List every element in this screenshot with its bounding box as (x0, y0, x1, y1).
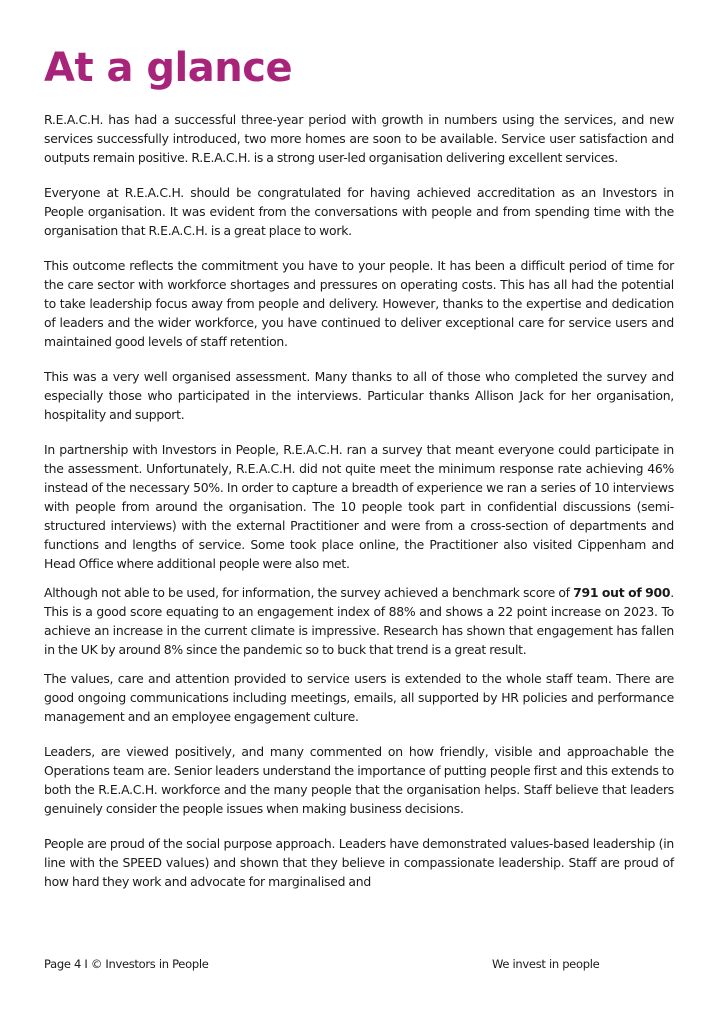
paragraph-values: The values, care and attention provided to service users is extended to the whole staff team. There are good ongoing communications including meetings, emails, all supported by HR policies and performance management and an employee engagement culture. (44, 671, 674, 724)
footer-page-number: Page 4 I © Investors in People (44, 957, 209, 971)
paragraph-survey: In partnership with Investors in People, R.E.A.C.H. ran a survey that meant everyone could participate in the assessment. Unfortunately, R.E.A.C.H. did not quite meet the minimum response rate achieving 46% instead of the necessary 50%. In order to capture a breadth of experience we ran a series of 10 interviews with people from around the organisation. The 10 people took part in confidential discussions (semi-structured interviews) with the external Practitioner and were from a cross-section of departments and functions and lengths of service. Some took place online, the Practitioner also visited Cippenham and Head Office where additional people were also met. (44, 442, 674, 571)
paragraph-assessment-thanks: This was a very well organised assessment. Many thanks to all of those who completed the survey and especially those who participated in the interviews. Particular thanks Allison Jack for her organisation, hospitality and support. (44, 369, 674, 422)
paragraph-benchmark (44, 583, 674, 659)
paragraph-commitment: This outcome reflects the commitment you have to your people. It has been a difficult period of time for the care sector with workforce shortages and pressures on operating costs. This has all had the potential to take leadership focus away from people and delivery. However, thanks to the expertise and dedication of leaders and the wider workforce, you have continued to deliver exceptional care for service users and maintained good levels of staff retention. (44, 258, 674, 349)
footer-tagline: We invest in people (492, 957, 600, 971)
body-text (44, 110, 674, 907)
page-title: At a glance (44, 45, 293, 91)
paragraph-social-purpose: People are proud of the social purpose approach. Leaders have demonstrated values-based leadership (in line with the SPEED values) and shown that they believe in compassionate leadership. Staff are proud of how hard they work and advocate for marginalised and (44, 836, 674, 889)
paragraph-leaders: Leaders, are viewed positively, and many commented on how friendly, visible and approachable the Operations team are. Senior leaders understand the importance of putting people first and this extends to both the R.E.A.C.H. workforce and the many people that the organisation helps. Staff believe that leaders genuinely consider the people issues when making business decisions. (44, 744, 674, 816)
benchmark-text-before: Although not able to be used, for information, the survey achieved a benchmark score of (44, 585, 574, 600)
benchmark-score: 791 out of 900 (573, 585, 671, 600)
benchmark-text-after: . This is a good score equating to an engagement index of 88% and shows a 22 point increase on 2023. To achieve an increase in the current climate is impressive. Research has shown that engagement has fallen in the UK by around 8% since the pandemic so to buck that trend is a great result. (44, 585, 674, 657)
paragraph-accreditation: Everyone at R.E.A.C.H. should be congratulated for having achieved accreditation as an Investors in People organisation. It was evident from the conversations with people and from spending time with the organisation that R.E.A.C.H. is a great place to work. (44, 185, 674, 238)
paragraph-summary: R.E.A.C.H. has had a successful three-year period with growth in numbers using the services, and new services successfully introduced, two more homes are soon to be available. Service user satisfaction and outputs remain positive. R.E.A.C.H. is a strong user-led organisation delivering excellent services. (44, 112, 674, 165)
